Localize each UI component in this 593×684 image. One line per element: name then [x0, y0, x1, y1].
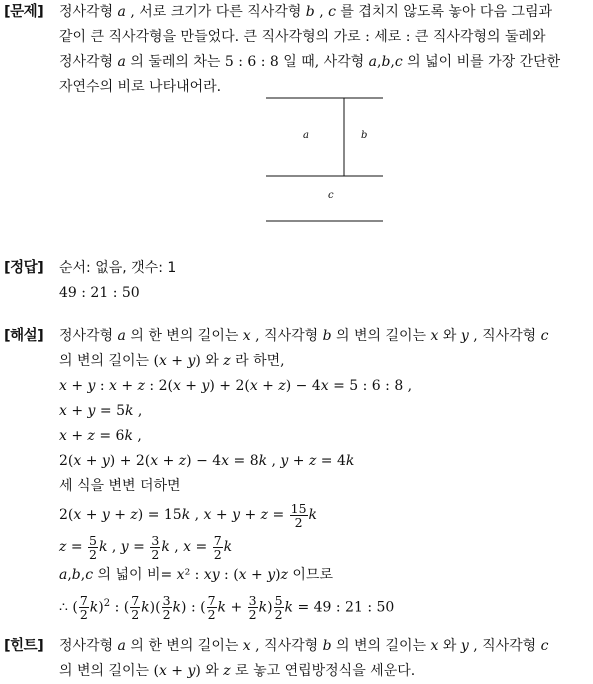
problem-line-2: 같이 큰 직사각형을 만들었다. 큰 직사각형의 가로 : 세로 : 큰 직사각형의 둘레와 [59, 29, 546, 45]
answer-tag: [정답] [4, 260, 44, 276]
problem-tag: [문제] [4, 4, 44, 20]
fraction-3-2: $\frac{3}{2}$ [151, 532, 160, 562]
problem-line-3: 정사각형 𝑎 의 둘레의 차는 5 : 6 : 8 일 때, 사각형 𝑎,𝑏,𝑐 의 넓이 비를 가장 간단한 [59, 54, 561, 70]
answer-body [59, 256, 589, 306]
solution-line-6: 2(𝑥 + 𝑦) + 2(𝑥 + 𝑧) − 4𝑥 = 8𝑘 , 𝑦 + 𝑧 = 4𝑘 [59, 453, 355, 469]
x-k: 𝑘 [223, 539, 233, 555]
answer-value: 49 : 21 : 50 [59, 285, 140, 301]
solution-final-line: ∴ ( $\frac{7}{2}$ k)$^2$ : ( $\frac{7}{2}$ k)( $\frac{3}{2}$ k) : ( $\frac{7}{2}$ k + $\frac{3}{2}$ k) $\frac{5}{2}$ 𝑘 = 49 : 21 : 50 [59, 593, 395, 623]
fraction-5-2: $\frac{5}{2}$ [89, 532, 97, 562]
problem-body [59, 0, 589, 100]
solution-tag: [해설] [4, 328, 44, 344]
solution-line-3: 𝑥 + 𝑦 : 𝑥 + 𝑧 : 2(𝑥 + 𝑦) + 2(𝑥 + 𝑧) − 4𝑥 = 5 : 6 : 8 , [59, 378, 413, 394]
solution-ratio-line: 𝑎,𝑏,𝑐 의 넓이 비= 𝑥² : 𝑥𝑦 : (𝑥 + 𝑦)𝑧 이므로 [59, 567, 333, 583]
hint-line-1: 정사각형 𝑎 의 한 변의 길이는 𝑥 , 직사각형 𝑏 의 변의 길이는 𝑥 와 𝑦 , 직사각형 𝑐 [59, 638, 549, 654]
sum-k: 𝑘 [308, 507, 318, 523]
z-eq: 𝑧 = [59, 539, 83, 555]
final-tail: 𝑘 = 49 : 21 : 50 [284, 599, 395, 616]
hint-body [59, 634, 589, 684]
diagram-svg [266, 96, 384, 224]
solution-line-7: 세 식을 변변 더하면 [59, 478, 181, 494]
solution-line-5: 𝑥 + 𝑧 = 6𝑘 , [59, 428, 142, 444]
solution-line-2: 의 변의 길이는 (𝑥 + 𝑦) 와 𝑧 라 하면, [59, 353, 285, 369]
x-eq: 𝑘 , 𝑥 = [161, 539, 208, 555]
fraction-15-2: $\frac{15}{2}$ [290, 500, 307, 530]
hint-tag: [힌트] [4, 638, 44, 654]
problem-line-1: 정사각형 𝑎 , 서로 크기가 다른 직사각형 𝑏 , 𝑐 를 겹치지 않도록 놓아 다음 그림과 [59, 4, 552, 20]
answer-meta: 순서: 없음, 갯수: 1 [59, 260, 177, 276]
solution-line-4: 𝑥 + 𝑦 = 5𝑘 , [59, 403, 143, 419]
solution-body [59, 324, 589, 623]
diagram-label-b: b [361, 130, 368, 141]
sum-left: 2(𝑥 + 𝑦 + 𝑧) = 15𝑘 , 𝑥 + 𝑦 + 𝑧 = [59, 507, 285, 523]
diagram-label-c: c [328, 190, 334, 201]
therefore-symbol: ∴ [59, 599, 68, 616]
hint-line-2: 의 변의 길이는 (𝑥 + 𝑦) 와 𝑧 로 놓고 연립방정식을 세운다. [59, 663, 416, 679]
solution-xyz-line [59, 531, 589, 563]
fraction-7-2: $\frac{7}{2}$ [213, 532, 222, 562]
diagram-label-a: a [303, 130, 309, 141]
y-eq: 𝑘 , 𝑦 = [98, 539, 145, 555]
solution-line-1: 정사각형 𝑎 의 한 변의 길이는 𝑥 , 직사각형 𝑏 의 변의 길이는 𝑥 와 𝑦 , 직사각형 𝑐 [59, 328, 549, 344]
problem-line-4: 자연수의 비로 나타내어라. [59, 79, 222, 95]
rectangle-diagram [266, 96, 384, 224]
solution-sum-line [59, 499, 589, 531]
